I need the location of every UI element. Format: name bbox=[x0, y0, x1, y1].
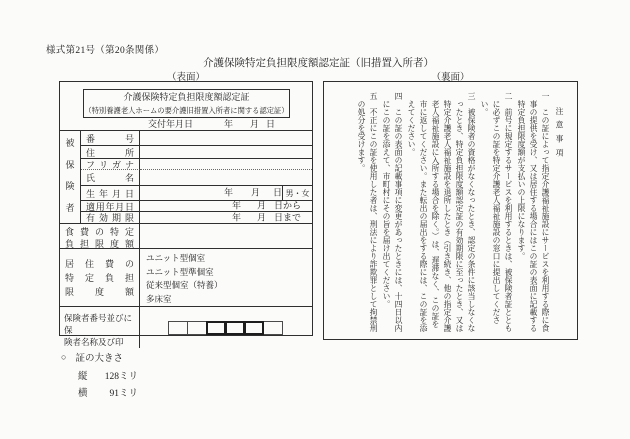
field-label-furigana: フ リ ガ ナ bbox=[81, 159, 140, 170]
certificate-title-box bbox=[83, 89, 290, 118]
notice-title: 注意事項 bbox=[555, 107, 564, 163]
meal-limit-label-line2: 負 担 限 度 額 bbox=[65, 238, 134, 249]
insurer-number-box bbox=[168, 321, 188, 335]
field-value-address bbox=[140, 146, 312, 159]
sex-field: 男・女 bbox=[282, 186, 312, 200]
room-type-option: ユニット型準個室 bbox=[146, 266, 214, 277]
document-title: 介護保険特定負担限度額認定証（旧措置入所者） bbox=[203, 58, 434, 69]
notice-text-block bbox=[324, 82, 577, 339]
front-side-label: （表面） bbox=[166, 73, 205, 83]
notice-item-4: 四 この証の表面の記載事項に変更があったときには、十四日以内にこの証を添えて、市町村にその旨を届け出てください。 bbox=[382, 92, 403, 332]
room-type-option: ユニット型個室 bbox=[146, 253, 206, 263]
card-size-note bbox=[61, 350, 138, 399]
issue-date-row bbox=[60, 118, 312, 130]
field-value-birthdate bbox=[140, 186, 312, 201]
notice-item-2: 二 前号に規定するサービスを利用するときは、被保険者証とともに必ずこの証を特定介護老人福祉施設の窓口に提出してください。 bbox=[480, 92, 513, 332]
insurer-number-box bbox=[244, 321, 264, 335]
back-side-label: （裏面） bbox=[431, 73, 470, 83]
field-value-name bbox=[140, 170, 312, 186]
apply-month-unit: 月 bbox=[257, 200, 267, 211]
field-label-apply-date: 適 用 年 月 日 bbox=[81, 201, 140, 212]
card-width-label: 横 bbox=[78, 389, 88, 399]
card-size-row bbox=[78, 385, 138, 399]
field-label-expiry: 有 効 期 限 bbox=[81, 212, 140, 224]
circle-bullet-icon: ○ bbox=[61, 352, 67, 362]
card-width-value: 91ミリ bbox=[109, 389, 138, 399]
certificate-front-panel bbox=[59, 81, 313, 347]
issue-date-day-unit: 日 bbox=[266, 119, 276, 129]
field-label-address: 住 所 bbox=[81, 146, 140, 159]
field-value-meal-limit bbox=[140, 224, 312, 249]
residence-limit-label-line1: 居 住 費 の bbox=[65, 258, 134, 269]
field-label-name: 氏 名 bbox=[81, 170, 140, 186]
notice-item-1: 一 この証によって指定介護福祉施設にサービスを利用する際に食事の提供を受け、又は居住する場合にはこの証の表面に記載する特定負担限度額が支払いの上限になります。 bbox=[517, 92, 550, 332]
meal-limit-label-line1: 食 費 の 特 定 bbox=[65, 226, 134, 237]
apply-year-unit: 年 bbox=[232, 200, 242, 211]
insurer-number-box bbox=[187, 321, 207, 335]
birth-day-unit: 日 bbox=[273, 187, 283, 198]
field-value-apply-date bbox=[140, 201, 312, 212]
field-label-number: 番 号 bbox=[81, 131, 140, 146]
insurer-label-line2: 険者名称及び印 bbox=[64, 337, 124, 347]
insurer-number-box bbox=[225, 321, 245, 335]
notice-item-5: 五 不正にこの証を使用した者は、刑法により詐欺罪として拘禁刑の処分を受けます。 bbox=[357, 92, 378, 332]
room-type-option: 多床室 bbox=[146, 293, 172, 304]
apply-day-from-unit: 日から bbox=[274, 200, 302, 211]
certificate-subtitle: （特別養護老人ホームの要介護旧措置入所者に関する認定証） bbox=[84, 106, 289, 115]
issue-date-label: 交付年月日 bbox=[148, 119, 194, 129]
insurer-label-line1: 保険者番号並びに保 bbox=[64, 313, 133, 335]
field-value-insurer bbox=[140, 307, 312, 348]
certificate-back-panel bbox=[323, 81, 578, 340]
certificate-title: 介護保険特定負担限度額認定証 bbox=[123, 92, 250, 102]
front-table bbox=[60, 130, 312, 347]
issue-date-year-unit: 年 bbox=[224, 119, 234, 129]
field-label-insurer bbox=[60, 307, 140, 348]
insurer-number-box bbox=[263, 321, 283, 335]
insurer-number-boxes bbox=[140, 307, 312, 348]
residence-limit-label-line2: 特 定 負 担 bbox=[65, 272, 134, 283]
residence-limit-label-line3: 限 度 額 bbox=[65, 286, 134, 297]
expiry-year-unit: 年 bbox=[232, 212, 242, 222]
field-label-meal-limit bbox=[60, 224, 140, 249]
field-value-residence-limit bbox=[140, 249, 312, 307]
issue-date-month-unit: 月 bbox=[250, 119, 260, 129]
card-height-value: 128ミリ bbox=[104, 371, 138, 382]
field-label-residence-limit bbox=[60, 249, 140, 307]
insured-person-group-label: 被 保 険 者 bbox=[60, 131, 81, 224]
card-size-heading: 証の大きさ bbox=[75, 354, 123, 364]
expiry-day-until-unit: 日まで bbox=[274, 212, 302, 222]
birth-month-unit: 月 bbox=[251, 187, 261, 198]
room-type-option: 従来型個室（特養） bbox=[146, 280, 223, 290]
field-label-birthdate: 生 年 月 日 bbox=[81, 186, 140, 201]
card-height-label: 縦 bbox=[78, 371, 88, 382]
form-number: 様式第21号（第20条関係） bbox=[46, 46, 165, 56]
field-value-number bbox=[140, 131, 312, 146]
field-value-furigana bbox=[140, 159, 312, 170]
card-size-row bbox=[78, 368, 138, 382]
birth-year-unit: 年 bbox=[224, 187, 234, 198]
field-value-expiry bbox=[140, 212, 312, 224]
expiry-month-unit: 月 bbox=[257, 212, 267, 222]
insurer-number-box bbox=[206, 321, 226, 335]
notice-item-3: 三 被保険者の資格がなくなったとき、認定の条件に該当しなくなったとき、特定負担限度額認定証の有効期限に至ったとき、又は特定介護老人福祉施設を退所したとき（引き続き、他の指定介護老人福祉施設に入所する場合を除く。）は、遅滞なく、この証を市に返してください。また転出の届出をする際には、この証を添えてください。 bbox=[407, 92, 476, 332]
